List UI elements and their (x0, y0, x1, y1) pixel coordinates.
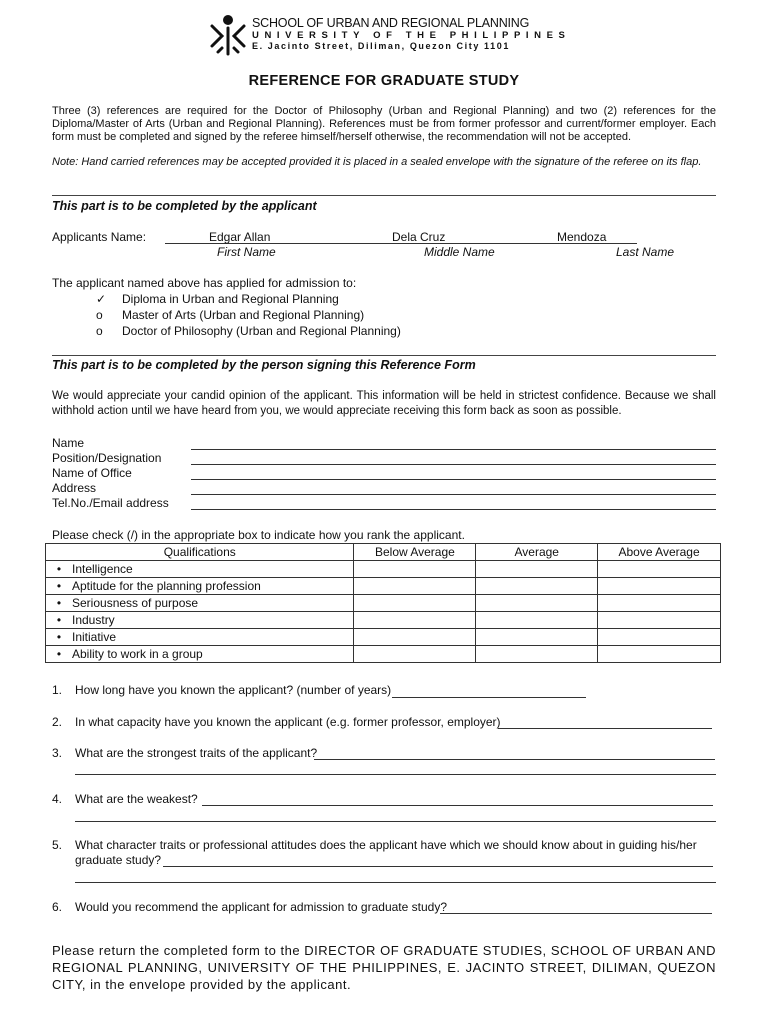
question-number: 5. (52, 838, 63, 852)
answer-1-field[interactable] (392, 697, 586, 698)
answer-5-field-line-2[interactable] (75, 882, 716, 883)
header-qualifications: Qualifications (46, 544, 354, 561)
radio-circle-icon: o (96, 308, 103, 322)
intro-paragraph: Three (3) references are required for the Doctor of Philosophy (Urban and Regional Planning) and two (2) references for the Diploma/Master of Arts (Urban and Regional Planning). References must be from former professor and current/former employer. Each form must be completed and signed by the referee himself/herself otherwise, the recommendation will not be accepted. (52, 105, 716, 143)
question-number: 4. (52, 792, 63, 806)
university-name: UNIVERSITY OF THE PHILIPPINES (252, 30, 571, 41)
question-number: 6. (52, 900, 63, 914)
table-row (46, 646, 721, 663)
rank-cell-below[interactable] (354, 629, 476, 646)
divider (52, 355, 716, 356)
note-paragraph: Note: Hand carried references may be accepted provided it is placed in a sealed envelope with the signature of the referee on its flap. (52, 156, 702, 168)
applicant-name-label: Applicants Name: (52, 230, 147, 244)
rank-cell-above[interactable] (598, 646, 721, 663)
rank-cell-average[interactable] (476, 629, 598, 646)
question-5-text: What character traits or professional attitudes does the applicant have which we should know about in guiding his/her (75, 838, 697, 852)
rank-cell-average[interactable] (476, 561, 598, 578)
answer-4-field[interactable] (202, 805, 713, 806)
qualification-label: Seriousness of purpose (72, 596, 199, 610)
applied-text: The applicant named above has applied for admission to: (52, 276, 357, 290)
bullet-icon: • (56, 579, 62, 593)
table-row (46, 629, 721, 646)
bullet-icon: • (56, 630, 62, 644)
school-address: E. Jacinto Street, Diliman, Quezon City 1101 (252, 41, 510, 51)
rank-cell-below[interactable] (354, 646, 476, 663)
question-number: 2. (52, 715, 63, 729)
referee-name-field[interactable] (191, 449, 716, 450)
table-row (46, 578, 721, 595)
qualification-cell (46, 561, 354, 578)
qualification-label: Initiative (72, 630, 117, 644)
qualification-cell (46, 595, 354, 612)
rank-cell-above[interactable] (598, 612, 721, 629)
question-5-text-continued: graduate study? (75, 853, 162, 867)
qualification-label: Industry (72, 613, 115, 627)
referee-position-field[interactable] (191, 464, 716, 465)
question-number: 3. (52, 746, 63, 760)
question-4-text: What are the weakest? (75, 792, 198, 806)
option-master[interactable] (96, 308, 364, 322)
bullet-icon: • (56, 596, 62, 610)
answer-3-field-line-2[interactable] (75, 774, 716, 775)
rank-cell-above[interactable] (598, 561, 721, 578)
radio-circle-icon: o (96, 324, 103, 338)
qualification-cell (46, 629, 354, 646)
referee-name-label: Name (52, 436, 85, 450)
header-above-average: Above Average (598, 544, 721, 561)
qualification-label: Intelligence (72, 562, 133, 576)
rank-cell-average[interactable] (476, 612, 598, 629)
bullet-icon: • (56, 647, 62, 661)
rank-cell-below[interactable] (354, 561, 476, 578)
referee-address-label: Address (52, 481, 97, 495)
question-3-text: What are the strongest traits of the applicant? (75, 746, 318, 760)
rank-cell-above[interactable] (598, 578, 721, 595)
middle-name-value: Dela Cruz (392, 230, 446, 244)
table-row (46, 612, 721, 629)
qualification-cell (46, 646, 354, 663)
bullet-icon: • (56, 562, 62, 576)
option-diploma[interactable] (96, 292, 339, 306)
referee-office-field[interactable] (191, 479, 716, 480)
question-number: 1. (52, 683, 63, 697)
option-label: Master of Arts (Urban and Regional Planning) (122, 308, 365, 322)
rank-cell-average[interactable] (476, 578, 598, 595)
qualification-cell (46, 578, 354, 595)
first-name-caption: First Name (217, 245, 276, 259)
question-1-text: How long have you known the applicant? (number of years) (75, 683, 392, 697)
last-name-value: Mendoza (557, 230, 607, 244)
qualification-label: Aptitude for the planning profession (72, 579, 261, 593)
referee-contact-field[interactable] (191, 509, 716, 510)
qualification-cell (46, 612, 354, 629)
answer-3-field[interactable] (314, 759, 715, 760)
checkmark-icon: ✓ (96, 292, 107, 306)
referee-intro: We would appreciate your candid opinion of the applicant. This information will be held in strictest confidence. Because we shall withhold action until we have heard from you, we would appreciate receiving this form back as soon as possible. (52, 390, 716, 417)
option-doctor[interactable] (96, 324, 401, 338)
ranking-table (45, 543, 721, 663)
rank-cell-above[interactable] (598, 595, 721, 612)
referee-section-title: This part is to be completed by the person signing this Reference Form (52, 358, 476, 372)
question-6-text: Would you recommend the applicant for admission to graduate study? (75, 900, 447, 914)
rank-cell-below[interactable] (354, 595, 476, 612)
referee-office-label: Name of Office (52, 466, 132, 480)
divider (52, 195, 716, 196)
option-label: Diploma in Urban and Regional Planning (122, 292, 339, 306)
rank-cell-above[interactable] (598, 629, 721, 646)
table-row (46, 595, 721, 612)
answer-4-field-line-2[interactable] (75, 821, 716, 822)
last-name-caption: Last Name (616, 245, 675, 259)
first-name-value: Edgar Allan (209, 230, 271, 244)
applicant-section-title: This part is to be completed by the applicant (52, 199, 317, 213)
rank-cell-below[interactable] (354, 578, 476, 595)
school-name: SCHOOL OF URBAN AND REGIONAL PLANNING (252, 16, 530, 30)
header-below-average: Below Average (354, 544, 476, 561)
ranking-instruction: Please check (/) in the appropriate box to indicate how you rank the applicant. (52, 528, 465, 542)
answer-6-field[interactable] (440, 913, 712, 914)
question-2-text: In what capacity have you known the applicant (e.g. former professor, employer) (75, 715, 501, 729)
referee-position-label: Position/Designation (52, 451, 162, 465)
referee-contact-label: Tel.No./Email address (52, 496, 169, 510)
option-label: Doctor of Philosophy (Urban and Regional Planning) (122, 324, 401, 338)
table-header-row (46, 544, 721, 561)
rank-cell-average[interactable] (476, 646, 598, 663)
qualification-label: Ability to work in a group (72, 647, 203, 661)
middle-name-caption: Middle Name (424, 245, 495, 259)
table-row (46, 561, 721, 578)
up-logo-icon (208, 14, 248, 56)
return-instructions: Please return the completed form to the DIRECTOR OF GRADUATE STUDIES, SCHOOL OF URBAN AND REGIONAL PLANNING, UNIVERSITY OF THE PHILIPPINES, E. JACINTO STREET, DILIMAN, QUEZON CITY, in the envelope provided by the applicant. (52, 943, 716, 992)
bullet-icon: • (56, 613, 62, 627)
rank-cell-below[interactable] (354, 612, 476, 629)
header-average: Average (476, 544, 598, 561)
document-title: REFERENCE FOR GRADUATE STUDY (248, 73, 520, 89)
answer-5-field[interactable] (163, 866, 713, 867)
rank-cell-average[interactable] (476, 595, 598, 612)
answer-2-field[interactable] (498, 728, 712, 729)
referee-address-field[interactable] (191, 494, 716, 495)
